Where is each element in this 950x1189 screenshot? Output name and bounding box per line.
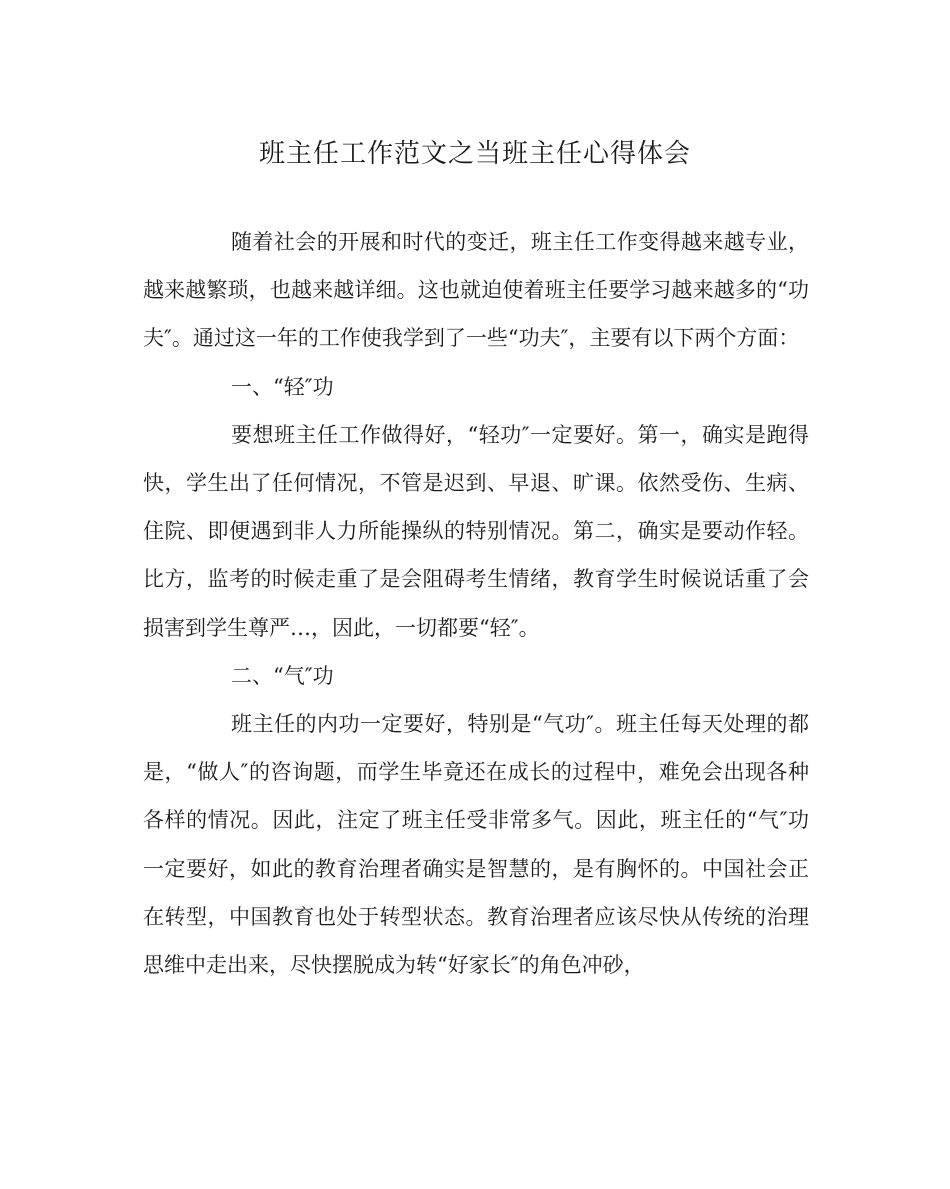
- document-body: [143, 218, 809, 989]
- document-title: 班主任工作范文之当班主任心得体会: [258, 139, 691, 169]
- paragraph-qi-skill: 班主任的内功一定要好，特别是“气功″。班主任每天处理的都是，“做人″的咨询题，而学生毕竟还在成长的过程中，难免会出现各种各样的情况。因此，注定了班主任受非常多气。因此，班主任的“气″功一定要好，如此的教育治理者确实是智慧的，是有胸怀的。中国社会正在转型，中国教育也处于转型状态。教育治理者应该尽快从传统的治理思维中走出来，尽快摆脱成为转“好家长″的角色冲砂，: [143, 712, 809, 978]
- paragraph-light-skill: 要想班主任工作做得好，“轻功″一定要好。第一，确实是跑得快，学生出了任何情况，不管是迟到、早退、旷课。依然受伤、生病、住院、即便遇到非人力所能操纵的特别情况。第二，确实是要动作轻。比方，监考的时候走重了是会阻碍考生情绪，教育学生时候说话重了会损害到学生尊严…，因此，一切都要“轻″。: [143, 422, 809, 640]
- section-heading-light-skill: 一、“轻″功: [231, 374, 334, 399]
- section-heading-qi-skill: 二、“气″功: [231, 663, 334, 688]
- paragraph-intro: 随着社会的开展和时代的变迁，班主任工作变得越来越专业，越来越繁琐，也越来越详细。这也就迫使着班主任要学习越来越多的“功夫″。通过这一年的工作使我学到了一些“功夫″，主要有以下两个方面：: [143, 230, 809, 351]
